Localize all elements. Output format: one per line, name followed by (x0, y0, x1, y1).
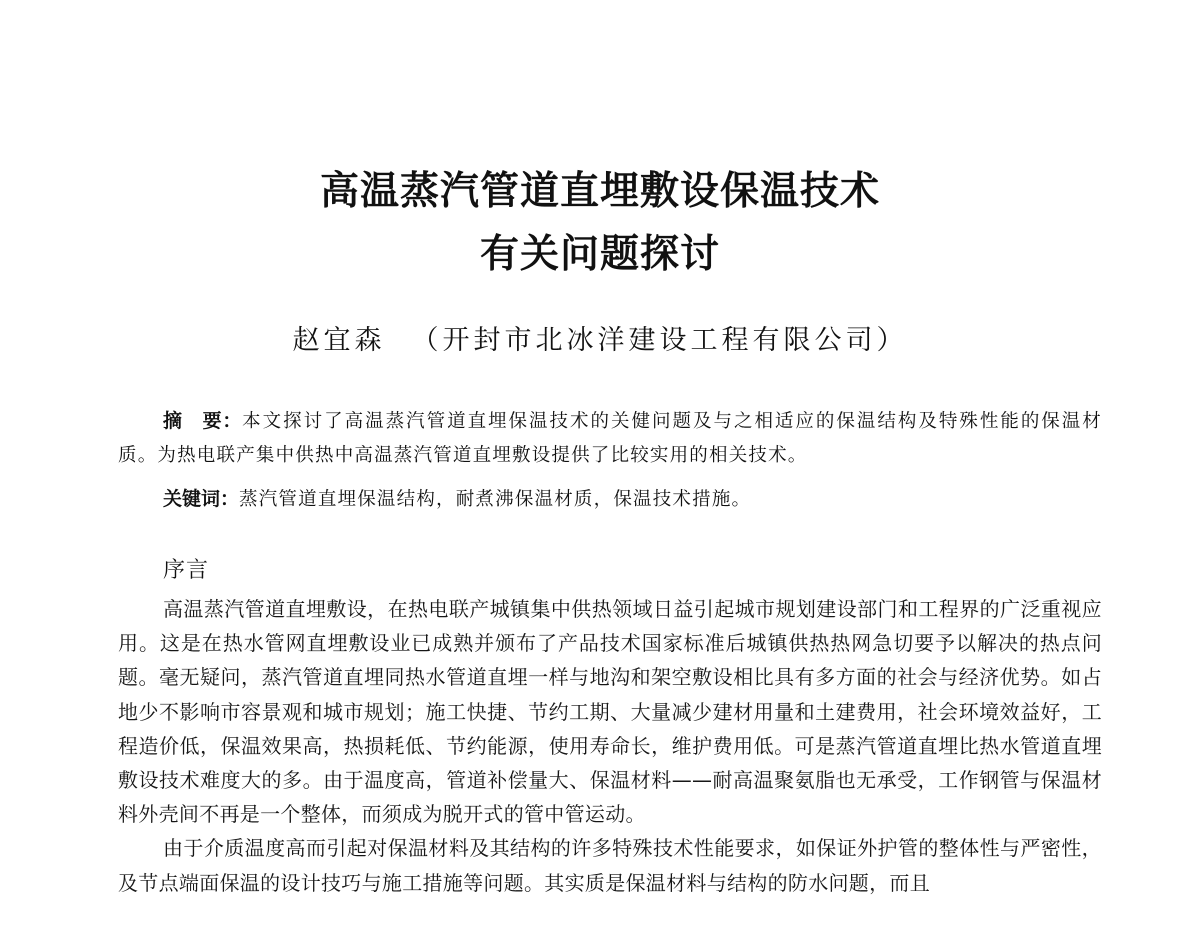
keywords (163, 482, 751, 517)
section-heading: 序言 (163, 558, 210, 583)
body-paragraph-2: 由于介质温度高而引起对保温材料及其结构的许多特殊技术性能要求，如保证外护管的整体性与严密性，及节点端面保温的设计技巧与施工措施等问题。其实质是保温材料与结构的防水问题，而且 (118, 836, 1102, 895)
author-name: 赵宜森 (292, 325, 386, 356)
abstract (118, 404, 1102, 473)
body-paragraph-1: 高温蒸汽管道直埋敷设，在热电联产城镇集中供热领域日益引起城市规划建设部门和工程界的广泛重视应用。这是在热水管网直埋敷设业已成熟并颁布了产品技术国家标准后城镇供热热网急切要予以解决的热点问题。毫无疑问，蒸汽管道直埋同热水管道直埋一样与地沟和架空敷设相比具有多方面的社会与经济优势。如占地少不影响市容景观和城市规划；施工快捷、节约工期、大量减少建材用量和土建费用，社会环境效益好，工程造价低，保温效果高，热损耗低、节约能源，使用寿命长，维护费用低。可是蒸汽管道直埋比热水管道直埋敷设技术难度大的多。由于温度高，管道补偿量大、保温材料——耐高温聚氨脂也无承受，工作钢管与保温材料外壳间不再是一个整体，而须成为脱开式的管中管运动。 (118, 597, 1102, 827)
abstract-label: 摘 要： (163, 410, 243, 432)
abstract-text: 本文探讨了高温蒸汽管道直埋保温技术的关健问题及与之相适应的保温结构及特殊性能的保温材质。为热电联产集中供热中高温蒸汽管道直埋敷设提供了比较实用的相关技术。 (118, 411, 1102, 466)
title-line-2: 有关问题探讨 (479, 231, 720, 277)
keywords-text: 蒸汽管道直埋保温结构，耐煮沸保温材质，保温技术措施。 (239, 489, 752, 510)
section-body (118, 592, 1102, 900)
author-line (0, 327, 1200, 354)
title-line-1: 高温蒸汽管道直埋敷设保温技术 (319, 168, 880, 214)
abstract-paragraph (118, 404, 1102, 473)
keywords-label: 关键词： (163, 488, 240, 510)
author-affiliation: （开封市北冰洋建设工程有限公司） (411, 325, 908, 356)
